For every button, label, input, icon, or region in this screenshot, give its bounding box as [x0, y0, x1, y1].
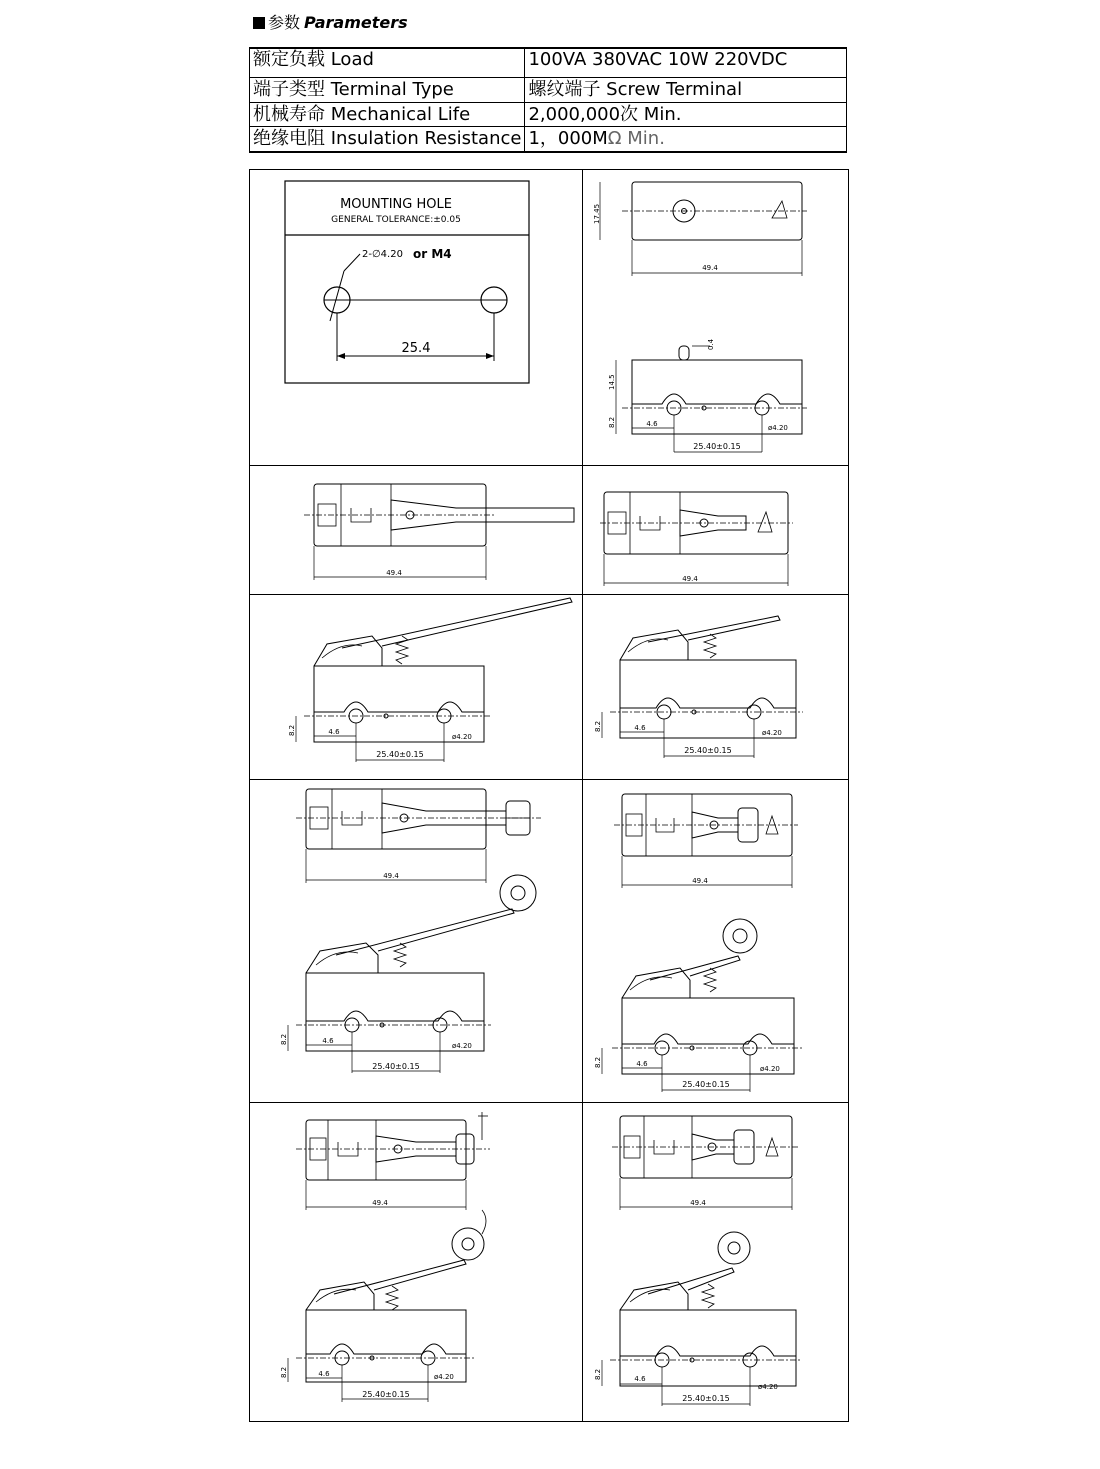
dim-length: 49.4 — [682, 575, 698, 583]
dim-offset: 4.6 — [634, 724, 646, 732]
dim-hole: ø4.20 — [762, 729, 782, 737]
dim-length: 49.4 — [702, 264, 718, 272]
grid-divider — [250, 594, 848, 595]
dim-terminal-height: 8.2 — [280, 1366, 288, 1378]
dim-length: 49.4 — [372, 1199, 388, 1207]
dim-hole: ø4.20 — [768, 424, 788, 432]
switch-basic-drawing — [592, 176, 842, 458]
dim-offset: 4.6 — [322, 1037, 334, 1045]
insulation-unit: Ω Min. — [607, 128, 665, 149]
param-value — [525, 127, 847, 153]
dim-offset: 4.6 — [318, 1370, 330, 1378]
dim-hole: ø4.20 — [452, 1042, 472, 1050]
insulation-value: 1，000M — [528, 128, 608, 149]
mounting-alt-label: or M4 — [413, 247, 452, 261]
param-value: 2,000,000次 Min. — [525, 103, 847, 127]
dim-pitch: 25.40±0.15 — [682, 1394, 730, 1403]
dim-terminal-height: 8.2 — [594, 720, 602, 732]
dim-terminal-height: 8.2 — [280, 1033, 288, 1045]
mounting-hole-drawing — [280, 176, 540, 391]
dim-terminal-height: 8.2 — [288, 724, 296, 736]
section-heading — [253, 12, 408, 34]
dim-length: 49.4 — [383, 872, 399, 880]
dim-pitch: 25.40±0.15 — [693, 442, 741, 451]
dim-hole: ø4.20 — [758, 1383, 778, 1391]
dim-terminal-height: 8.2 — [594, 1056, 602, 1068]
dim-offset: 4.6 — [646, 420, 658, 428]
short-simulated-roller-drawing — [588, 1108, 838, 1413]
param-key: 机械寿命 Mechanical Life — [250, 103, 525, 127]
lever-side-view-drawing — [282, 596, 577, 766]
dim-offset: 4.6 — [636, 1060, 648, 1068]
dim-pitch: 25.40±0.15 — [682, 1080, 730, 1089]
lever-top-view-drawing — [296, 478, 581, 586]
dim-length: 49.4 — [386, 569, 402, 577]
dim-terminal-height: 8.2 — [594, 1368, 602, 1380]
param-key: 额定负载 Load — [250, 48, 525, 78]
dim-pitch: 25.40±0.15 — [372, 1062, 420, 1071]
dim-length: 49.4 — [690, 1199, 706, 1207]
short-lever-side-view-drawing — [588, 612, 838, 762]
short-lever-top-view-drawing — [598, 488, 838, 590]
dim-offset: 4.6 — [328, 728, 340, 736]
table-row — [250, 103, 847, 127]
param-key: 端子类型 Terminal Type — [250, 78, 525, 103]
roller-lever-drawing — [276, 783, 576, 1083]
mounting-pitch-label: 25.4 — [401, 341, 431, 356]
dim-plunger: 0.4 — [707, 338, 715, 350]
simulated-roller-lever-drawing — [276, 1110, 576, 1410]
dim-hole: ø4.20 — [760, 1065, 780, 1073]
dim-terminal-height: 8.2 — [608, 416, 616, 428]
param-value: 100VA 380VAC 10W 220VDC — [525, 48, 847, 78]
grid-divider — [250, 1102, 848, 1103]
dim-hole: ø4.20 — [434, 1373, 454, 1381]
grid-divider — [582, 170, 583, 1421]
dim-pitch: 25.40±0.15 — [684, 746, 732, 755]
table-row — [250, 48, 847, 78]
param-value: 螺纹端子 Screw Terminal — [525, 78, 847, 103]
parameters-table — [249, 47, 847, 153]
mounting-title: MOUNTING HOLE — [340, 197, 452, 212]
dim-pitch: 25.40±0.15 — [376, 750, 424, 759]
dim-pitch: 25.40±0.15 — [362, 1390, 410, 1399]
heading-en: Parameters — [304, 13, 408, 32]
grid-divider — [250, 465, 848, 466]
dim-hole: ø4.20 — [452, 733, 472, 741]
grid-divider — [250, 779, 848, 780]
param-key: 绝缘电阻 Insulation Resistance — [250, 127, 525, 153]
mounting-hole-label: 2-∅4.20 — [362, 249, 403, 260]
table-row — [250, 127, 847, 153]
mounting-tolerance: GENERAL TOLERANCE:±0.05 — [331, 215, 461, 225]
dim-offset: 4.6 — [634, 1375, 646, 1383]
dim-height-top: 17.45 — [593, 203, 601, 224]
short-roller-lever-drawing — [588, 790, 838, 1100]
table-row — [250, 78, 847, 103]
dim-length: 49.4 — [692, 877, 708, 885]
square-bullet-icon — [253, 17, 265, 29]
dim-height: 14.5 — [608, 374, 616, 390]
heading-cn: 参数 — [268, 13, 301, 32]
